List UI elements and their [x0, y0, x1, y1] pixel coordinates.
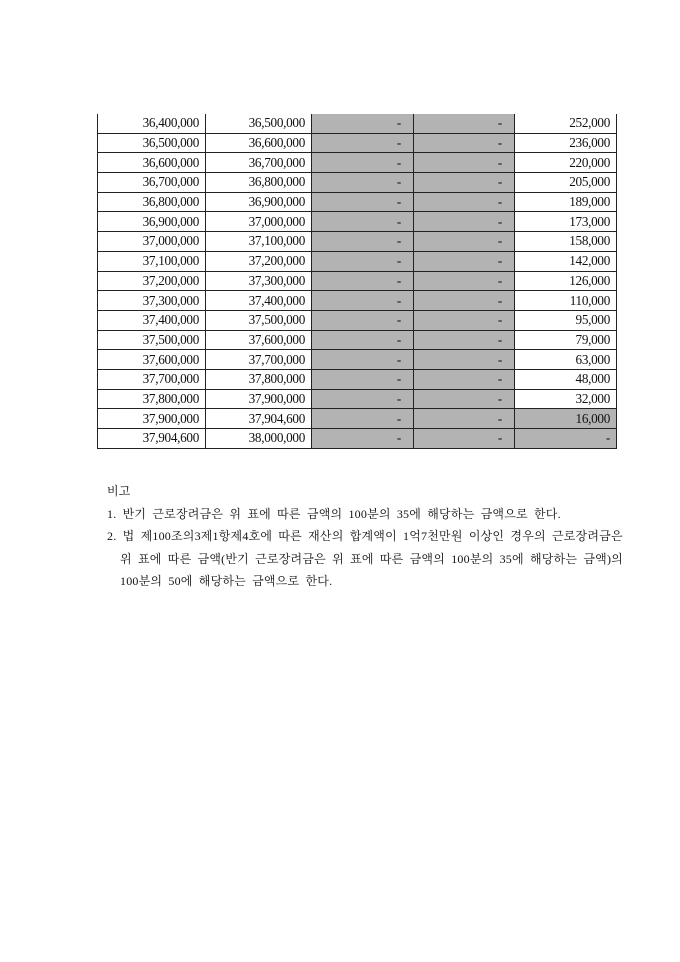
- column-4-cell: -: [414, 133, 515, 153]
- column-3-cell: -: [312, 114, 414, 133]
- column-3-cell: -: [312, 389, 414, 409]
- income-from-cell: 37,500,000: [98, 330, 206, 350]
- income-to-cell: 37,000,000: [206, 212, 312, 232]
- table-row: [98, 133, 617, 153]
- column-4-cell: -: [414, 271, 515, 291]
- income-to-cell: 37,800,000: [206, 369, 312, 389]
- amount-cell: 236,000: [515, 133, 617, 153]
- table-row: [98, 192, 617, 212]
- column-3-cell: -: [312, 212, 414, 232]
- note-item-2: 2. 법 제100조의3제1항제4호에 따른 재산의 합계액이 1억7천만원 이상인 경우의 근로장려금은 위 표에 따른 금액(반기 근로장려금은 위 표에 따른 금액의 100분의 35에 해당하는 금액)의 100분의 50에 해당하는 금액으로 한다.: [107, 529, 623, 588]
- income-from-cell: 36,600,000: [98, 153, 206, 173]
- column-3-cell: -: [312, 173, 414, 193]
- income-to-cell: 37,700,000: [206, 350, 312, 370]
- income-from-cell: 36,400,000: [98, 114, 206, 133]
- amount-cell: 252,000: [515, 114, 617, 133]
- income-from-cell: 37,600,000: [98, 350, 206, 370]
- income-to-cell: 37,600,000: [206, 330, 312, 350]
- table-row: [98, 291, 617, 311]
- column-4-cell: -: [414, 251, 515, 271]
- notes-section: [107, 480, 627, 593]
- amount-cell: 142,000: [515, 251, 617, 271]
- income-to-cell: 36,700,000: [206, 153, 312, 173]
- table-row: [98, 389, 617, 409]
- column-3-cell: -: [312, 409, 414, 429]
- income-from-cell: 37,300,000: [98, 291, 206, 311]
- amount-cell: 16,000: [515, 409, 617, 429]
- amount-cell: 205,000: [515, 173, 617, 193]
- column-3-cell: -: [312, 369, 414, 389]
- column-3-cell: -: [312, 429, 414, 449]
- amount-cell: 126,000: [515, 271, 617, 291]
- amount-cell: 63,000: [515, 350, 617, 370]
- column-3-cell: -: [312, 291, 414, 311]
- column-4-cell: -: [414, 192, 515, 212]
- column-4-cell: -: [414, 232, 515, 252]
- column-4-cell: -: [414, 173, 515, 193]
- income-from-cell: 36,700,000: [98, 173, 206, 193]
- income-to-cell: 37,100,000: [206, 232, 312, 252]
- table-row: [98, 251, 617, 271]
- amount-cell: -: [515, 429, 617, 449]
- column-3-cell: -: [312, 232, 414, 252]
- table-row: [98, 212, 617, 232]
- column-4-cell: -: [414, 291, 515, 311]
- column-4-cell: -: [414, 369, 515, 389]
- column-4-cell: -: [414, 153, 515, 173]
- income-from-cell: 37,200,000: [98, 271, 206, 291]
- column-4-cell: -: [414, 429, 515, 449]
- column-4-cell: -: [414, 389, 515, 409]
- note-item-1: 1. 반기 근로장려금은 위 표에 따른 금액의 100분의 35에 해당하는 금액으로 한다.: [107, 506, 561, 521]
- column-3-cell: -: [312, 330, 414, 350]
- table-row: [98, 173, 617, 193]
- column-3-cell: -: [312, 271, 414, 291]
- column-3-cell: -: [312, 350, 414, 370]
- income-to-cell: 37,900,000: [206, 389, 312, 409]
- table-row: [98, 153, 617, 173]
- income-from-cell: 36,900,000: [98, 212, 206, 232]
- income-to-cell: 37,300,000: [206, 271, 312, 291]
- column-4-cell: -: [414, 212, 515, 232]
- table-row: [98, 330, 617, 350]
- column-3-cell: -: [312, 153, 414, 173]
- income-from-cell: 37,904,600: [98, 429, 206, 449]
- income-from-cell: 37,800,000: [98, 389, 206, 409]
- column-3-cell: -: [312, 133, 414, 153]
- amount-cell: 110,000: [515, 291, 617, 311]
- income-from-cell: 36,800,000: [98, 192, 206, 212]
- table-row: [98, 114, 617, 133]
- income-to-cell: 36,800,000: [206, 173, 312, 193]
- column-3-cell: -: [312, 310, 414, 330]
- amount-cell: 48,000: [515, 369, 617, 389]
- column-4-cell: -: [414, 310, 515, 330]
- income-from-cell: 37,900,000: [98, 409, 206, 429]
- income-from-cell: 37,100,000: [98, 251, 206, 271]
- income-to-cell: 37,400,000: [206, 291, 312, 311]
- amount-cell: 173,000: [515, 212, 617, 232]
- column-4-cell: -: [414, 409, 515, 429]
- income-from-cell: 37,000,000: [98, 232, 206, 252]
- income-from-cell: 37,400,000: [98, 310, 206, 330]
- income-from-cell: 37,700,000: [98, 369, 206, 389]
- column-3-cell: -: [312, 192, 414, 212]
- income-to-cell: 36,600,000: [206, 133, 312, 153]
- income-to-cell: 36,500,000: [206, 114, 312, 133]
- income-to-cell: 37,904,600: [206, 409, 312, 429]
- table-row: [98, 429, 617, 449]
- column-3-cell: -: [312, 251, 414, 271]
- amount-cell: 95,000: [515, 310, 617, 330]
- amount-cell: 32,000: [515, 389, 617, 409]
- amount-cell: 79,000: [515, 330, 617, 350]
- column-4-cell: -: [414, 114, 515, 133]
- earned-income-table: [97, 114, 617, 449]
- amount-cell: 220,000: [515, 153, 617, 173]
- table-row: [98, 271, 617, 291]
- income-from-cell: 36,500,000: [98, 133, 206, 153]
- table-row: [98, 232, 617, 252]
- income-to-cell: 37,500,000: [206, 310, 312, 330]
- notes-heading: 비고: [107, 484, 131, 498]
- income-to-cell: 37,200,000: [206, 251, 312, 271]
- income-to-cell: 38,000,000: [206, 429, 312, 449]
- income-to-cell: 36,900,000: [206, 192, 312, 212]
- table-row: [98, 369, 617, 389]
- table-row: [98, 350, 617, 370]
- table-row: [98, 310, 617, 330]
- amount-cell: 189,000: [515, 192, 617, 212]
- column-4-cell: -: [414, 350, 515, 370]
- table-row: [98, 409, 617, 429]
- amount-cell: 158,000: [515, 232, 617, 252]
- table-body: [98, 114, 617, 448]
- column-4-cell: -: [414, 330, 515, 350]
